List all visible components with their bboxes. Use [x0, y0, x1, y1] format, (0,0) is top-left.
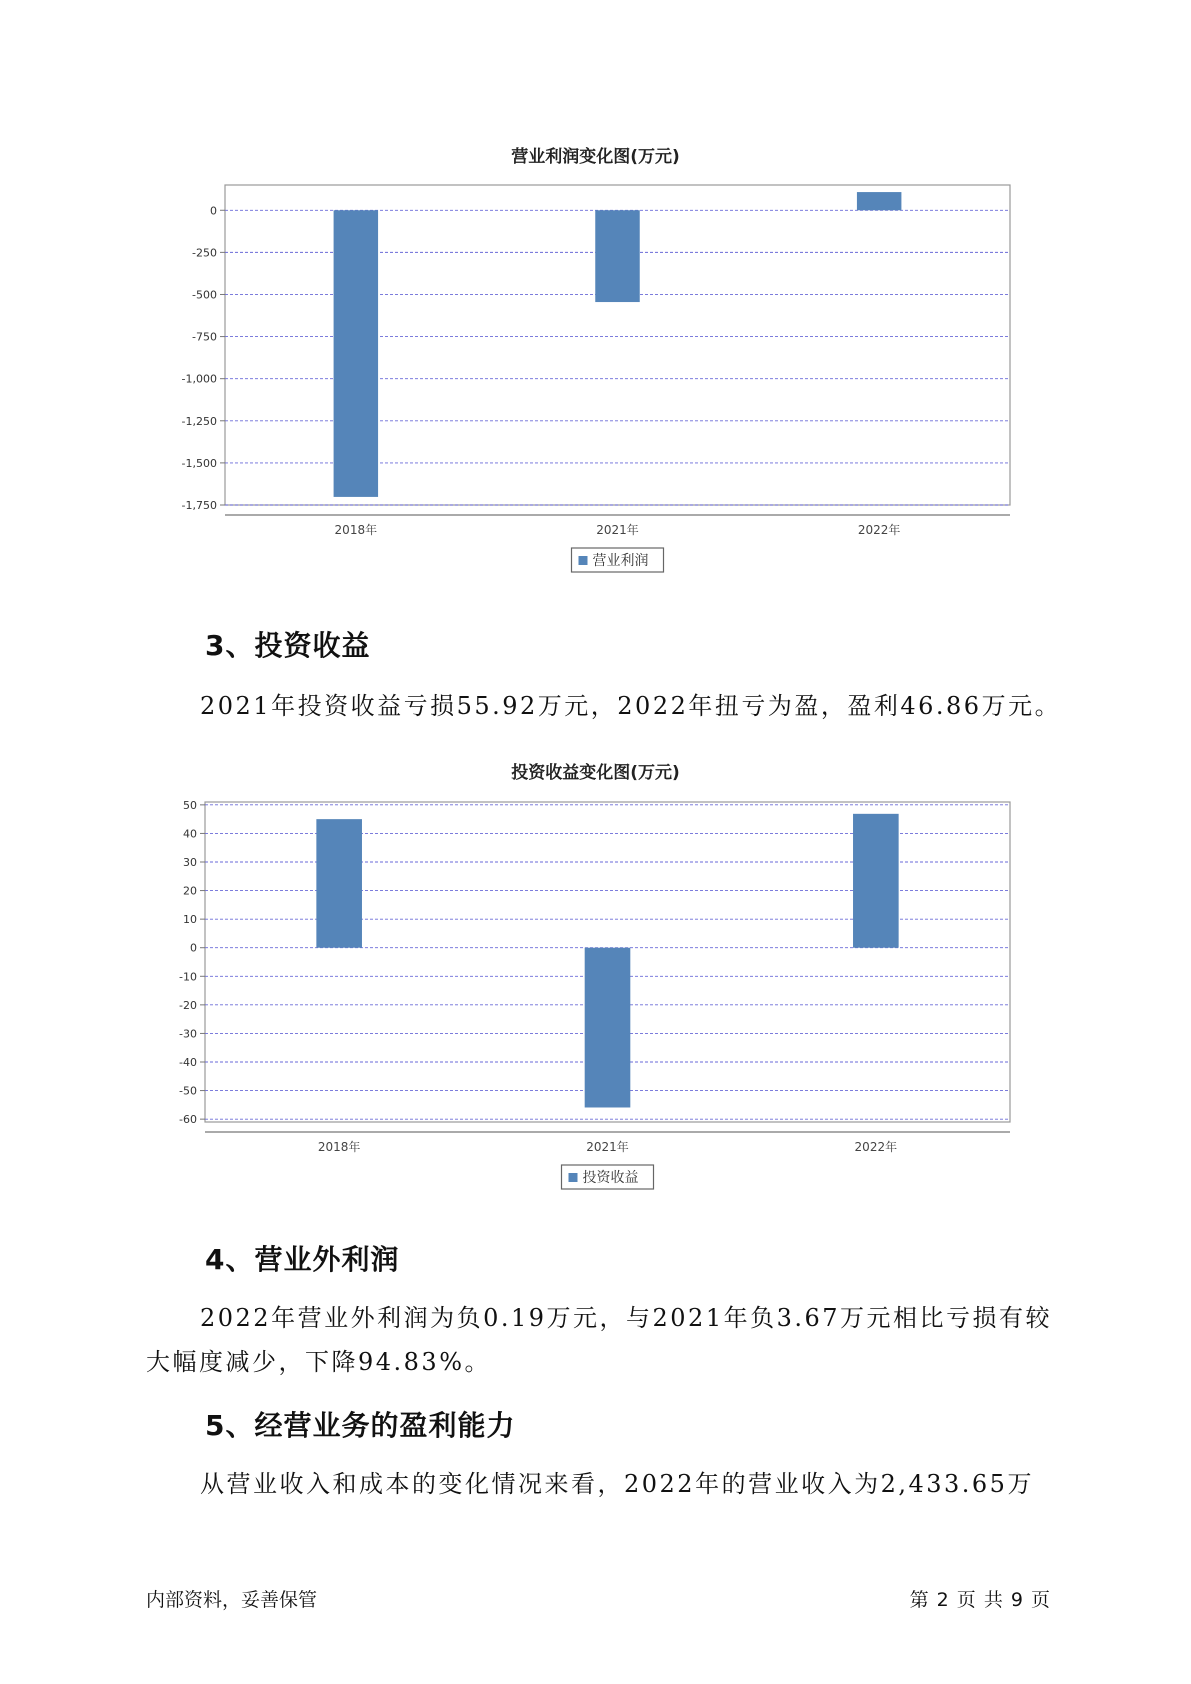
y-tick-label: 30 [183, 856, 197, 869]
section-4-paragraph-line1: 2022年营业外利润为负0.19万元，与2021年负3.67万元相比亏损有较 [200, 1304, 1053, 1332]
section-4-heading: 4、营业外利润 [205, 1243, 400, 1276]
x-tick-label: 2022年 [854, 1140, 898, 1154]
y-tick-label: -1,000 [181, 372, 217, 386]
section-3-paragraph: 2021年投资收益亏损55.92万元，2022年扭亏为盈，盈利46.86万元。 [200, 692, 1062, 720]
x-tick-label: 2022年 [857, 523, 901, 537]
y-tick-label: -1,500 [181, 456, 217, 470]
section-3-heading: 3、投资收益 [205, 629, 371, 662]
bar [857, 192, 901, 210]
y-tick-label: -20 [179, 998, 197, 1012]
operating-profit-chart [0, 160, 1191, 590]
bar [585, 948, 631, 1108]
footer-page-number: 第 2 页 共 9 页 [909, 1589, 1051, 1611]
legend-label: 投资收益 [582, 1170, 639, 1186]
y-tick-label: -10 [179, 970, 197, 984]
y-tick-label: -40 [179, 1056, 197, 1069]
section-5-paragraph: 从营业收入和成本的变化情况来看，2022年的营业收入为2,433.65万 [200, 1470, 1034, 1498]
x-tick-label: 2021年 [596, 523, 639, 537]
y-tick-label: -50 [179, 1084, 197, 1098]
y-tick-label: -1,750 [181, 499, 217, 512]
x-tick-label: 2021年 [586, 1140, 629, 1154]
y-tick-label: -60 [179, 1113, 197, 1127]
y-tick-label: -750 [192, 330, 217, 344]
legend-label: 营业利润 [592, 553, 649, 569]
investment-income-chart [0, 780, 1191, 1210]
chart2-title: 投资收益变化图(万元) [511, 763, 680, 783]
footer-confidential: 内部资料，妥善保管 [146, 1589, 318, 1611]
y-tick-label: -30 [179, 1027, 197, 1041]
y-tick-label: -250 [192, 246, 217, 260]
y-tick-label: 0 [210, 204, 217, 218]
y-tick-label: -1,250 [181, 414, 217, 428]
y-tick-label: 10 [183, 913, 197, 927]
bar [316, 819, 362, 948]
y-tick-label: 40 [183, 827, 197, 841]
x-tick-label: 2018年 [317, 1140, 361, 1154]
x-tick-label: 2018年 [334, 523, 378, 537]
bar [853, 814, 899, 948]
y-tick-label: 50 [183, 798, 197, 812]
y-tick-label: -500 [192, 288, 217, 302]
section-4-paragraph-line2: 大幅度减少，下降94.83%。 [146, 1348, 492, 1376]
legend-swatch [569, 1173, 578, 1182]
legend-swatch [579, 556, 588, 565]
y-tick-label: 20 [183, 884, 197, 898]
bar [334, 210, 378, 497]
section-5-heading: 5、经营业务的盈利能力 [205, 1409, 516, 1442]
bar [595, 210, 639, 302]
chart1-title: 营业利润变化图(万元) [511, 147, 680, 167]
y-tick-label: 0 [190, 941, 197, 955]
